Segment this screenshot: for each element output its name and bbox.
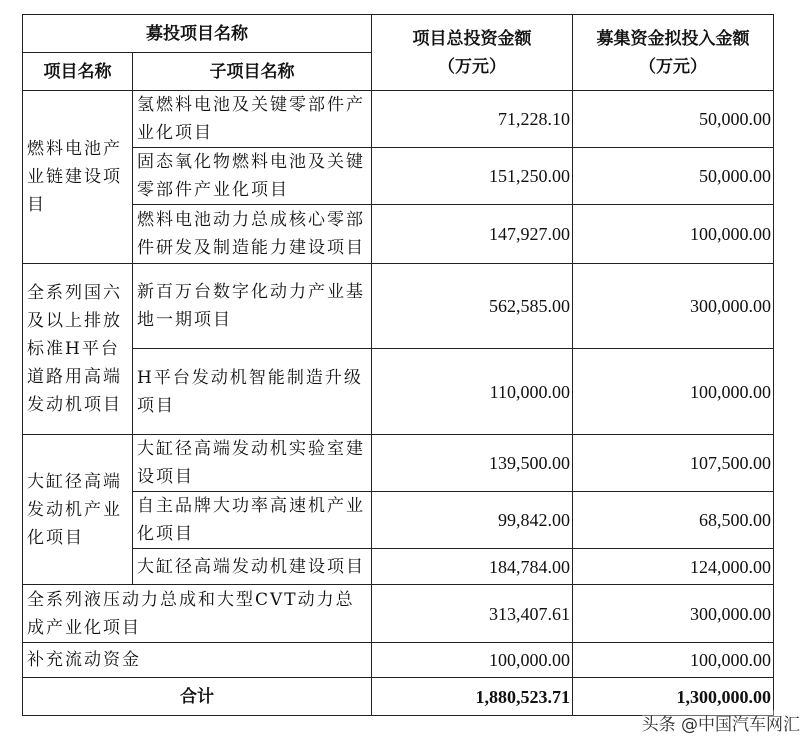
table-row [23, 148, 774, 205]
total-investment-value: 100,000.00 [372, 643, 573, 678]
total-investment-value: 139,500.00 [372, 435, 573, 492]
table-row [23, 91, 774, 148]
total-investment-sum: 1,880,523.71 [372, 678, 573, 716]
raised-funds-value: 107,500.00 [573, 435, 774, 492]
header-raised-funds: 募集资金拟投入金额 （万元） [573, 15, 774, 91]
total-investment-value: 110,000.00 [372, 349, 573, 435]
sub-project-name: 大缸径高端发动机实验室建设项目 [133, 435, 372, 492]
raised-funds-value: 50,000.00 [573, 91, 774, 148]
table-row [23, 264, 774, 349]
table-row [23, 549, 774, 585]
header-total-investment: 项目总投资金额 （万元） [372, 15, 573, 91]
total-investment-value: 151,250.00 [372, 148, 573, 205]
investment-table [22, 14, 774, 716]
table-row [23, 349, 774, 435]
raised-funds-value: 100,000.00 [573, 205, 774, 264]
total-investment-value: 184,784.00 [372, 549, 573, 585]
header-project-name: 项目名称 [23, 53, 133, 91]
table-row [23, 205, 774, 264]
raised-funds-sum: 1,300,000.00 [573, 678, 774, 716]
total-label: 合计 [23, 678, 372, 716]
sub-project-name: 固态氧化物燃料电池及关键零部件产业化项目 [133, 148, 372, 205]
header-project-group: 募投项目名称 [23, 15, 372, 53]
sub-project-name: 大缸径高端发动机建设项目 [133, 549, 372, 585]
total-investment-value: 562,585.00 [372, 264, 573, 349]
total-investment-value: 313,407.61 [372, 585, 573, 643]
raised-funds-value: 300,000.00 [573, 264, 774, 349]
project-name: 全系列液压动力总成和大型CVT动力总成产业化项目 [23, 585, 372, 643]
raised-funds-value: 68,500.00 [573, 492, 774, 549]
total-investment-value: 71,228.10 [372, 91, 573, 148]
raised-funds-value: 100,000.00 [573, 643, 774, 678]
sub-project-name: 新百万台数字化动力产业基地一期项目 [133, 264, 372, 349]
project-name: 补充流动资金 [23, 643, 372, 678]
total-investment-value: 147,927.00 [372, 205, 573, 264]
total-investment-value: 99,842.00 [372, 492, 573, 549]
raised-funds-value: 300,000.00 [573, 585, 774, 643]
table-row [23, 643, 774, 678]
project-name: 大缸径高端发动机产业化项目 [23, 435, 133, 585]
project-name: 全系列国六及以上排放标准H平台道路用高端发动机项目 [23, 264, 133, 435]
sub-project-name: H平台发动机智能制造升级项目 [133, 349, 372, 435]
raised-funds-value: 100,000.00 [573, 349, 774, 435]
table-row [23, 492, 774, 549]
watermark: 头条 @中国汽车网汇 [642, 710, 800, 735]
raised-funds-value: 124,000.00 [573, 549, 774, 585]
table-row [23, 435, 774, 492]
sub-project-name: 氢燃料电池及关键零部件产业化项目 [133, 91, 372, 148]
sub-project-name: 自主品牌大功率高速机产业化项目 [133, 492, 372, 549]
project-name: 燃料电池产业链建设项目 [23, 91, 133, 264]
raised-funds-value: 50,000.00 [573, 148, 774, 205]
sub-project-name: 燃料电池动力总成核心零部件研发及制造能力建设项目 [133, 205, 372, 264]
table-row [23, 585, 774, 643]
header-sub-project-name: 子项目名称 [133, 53, 372, 91]
